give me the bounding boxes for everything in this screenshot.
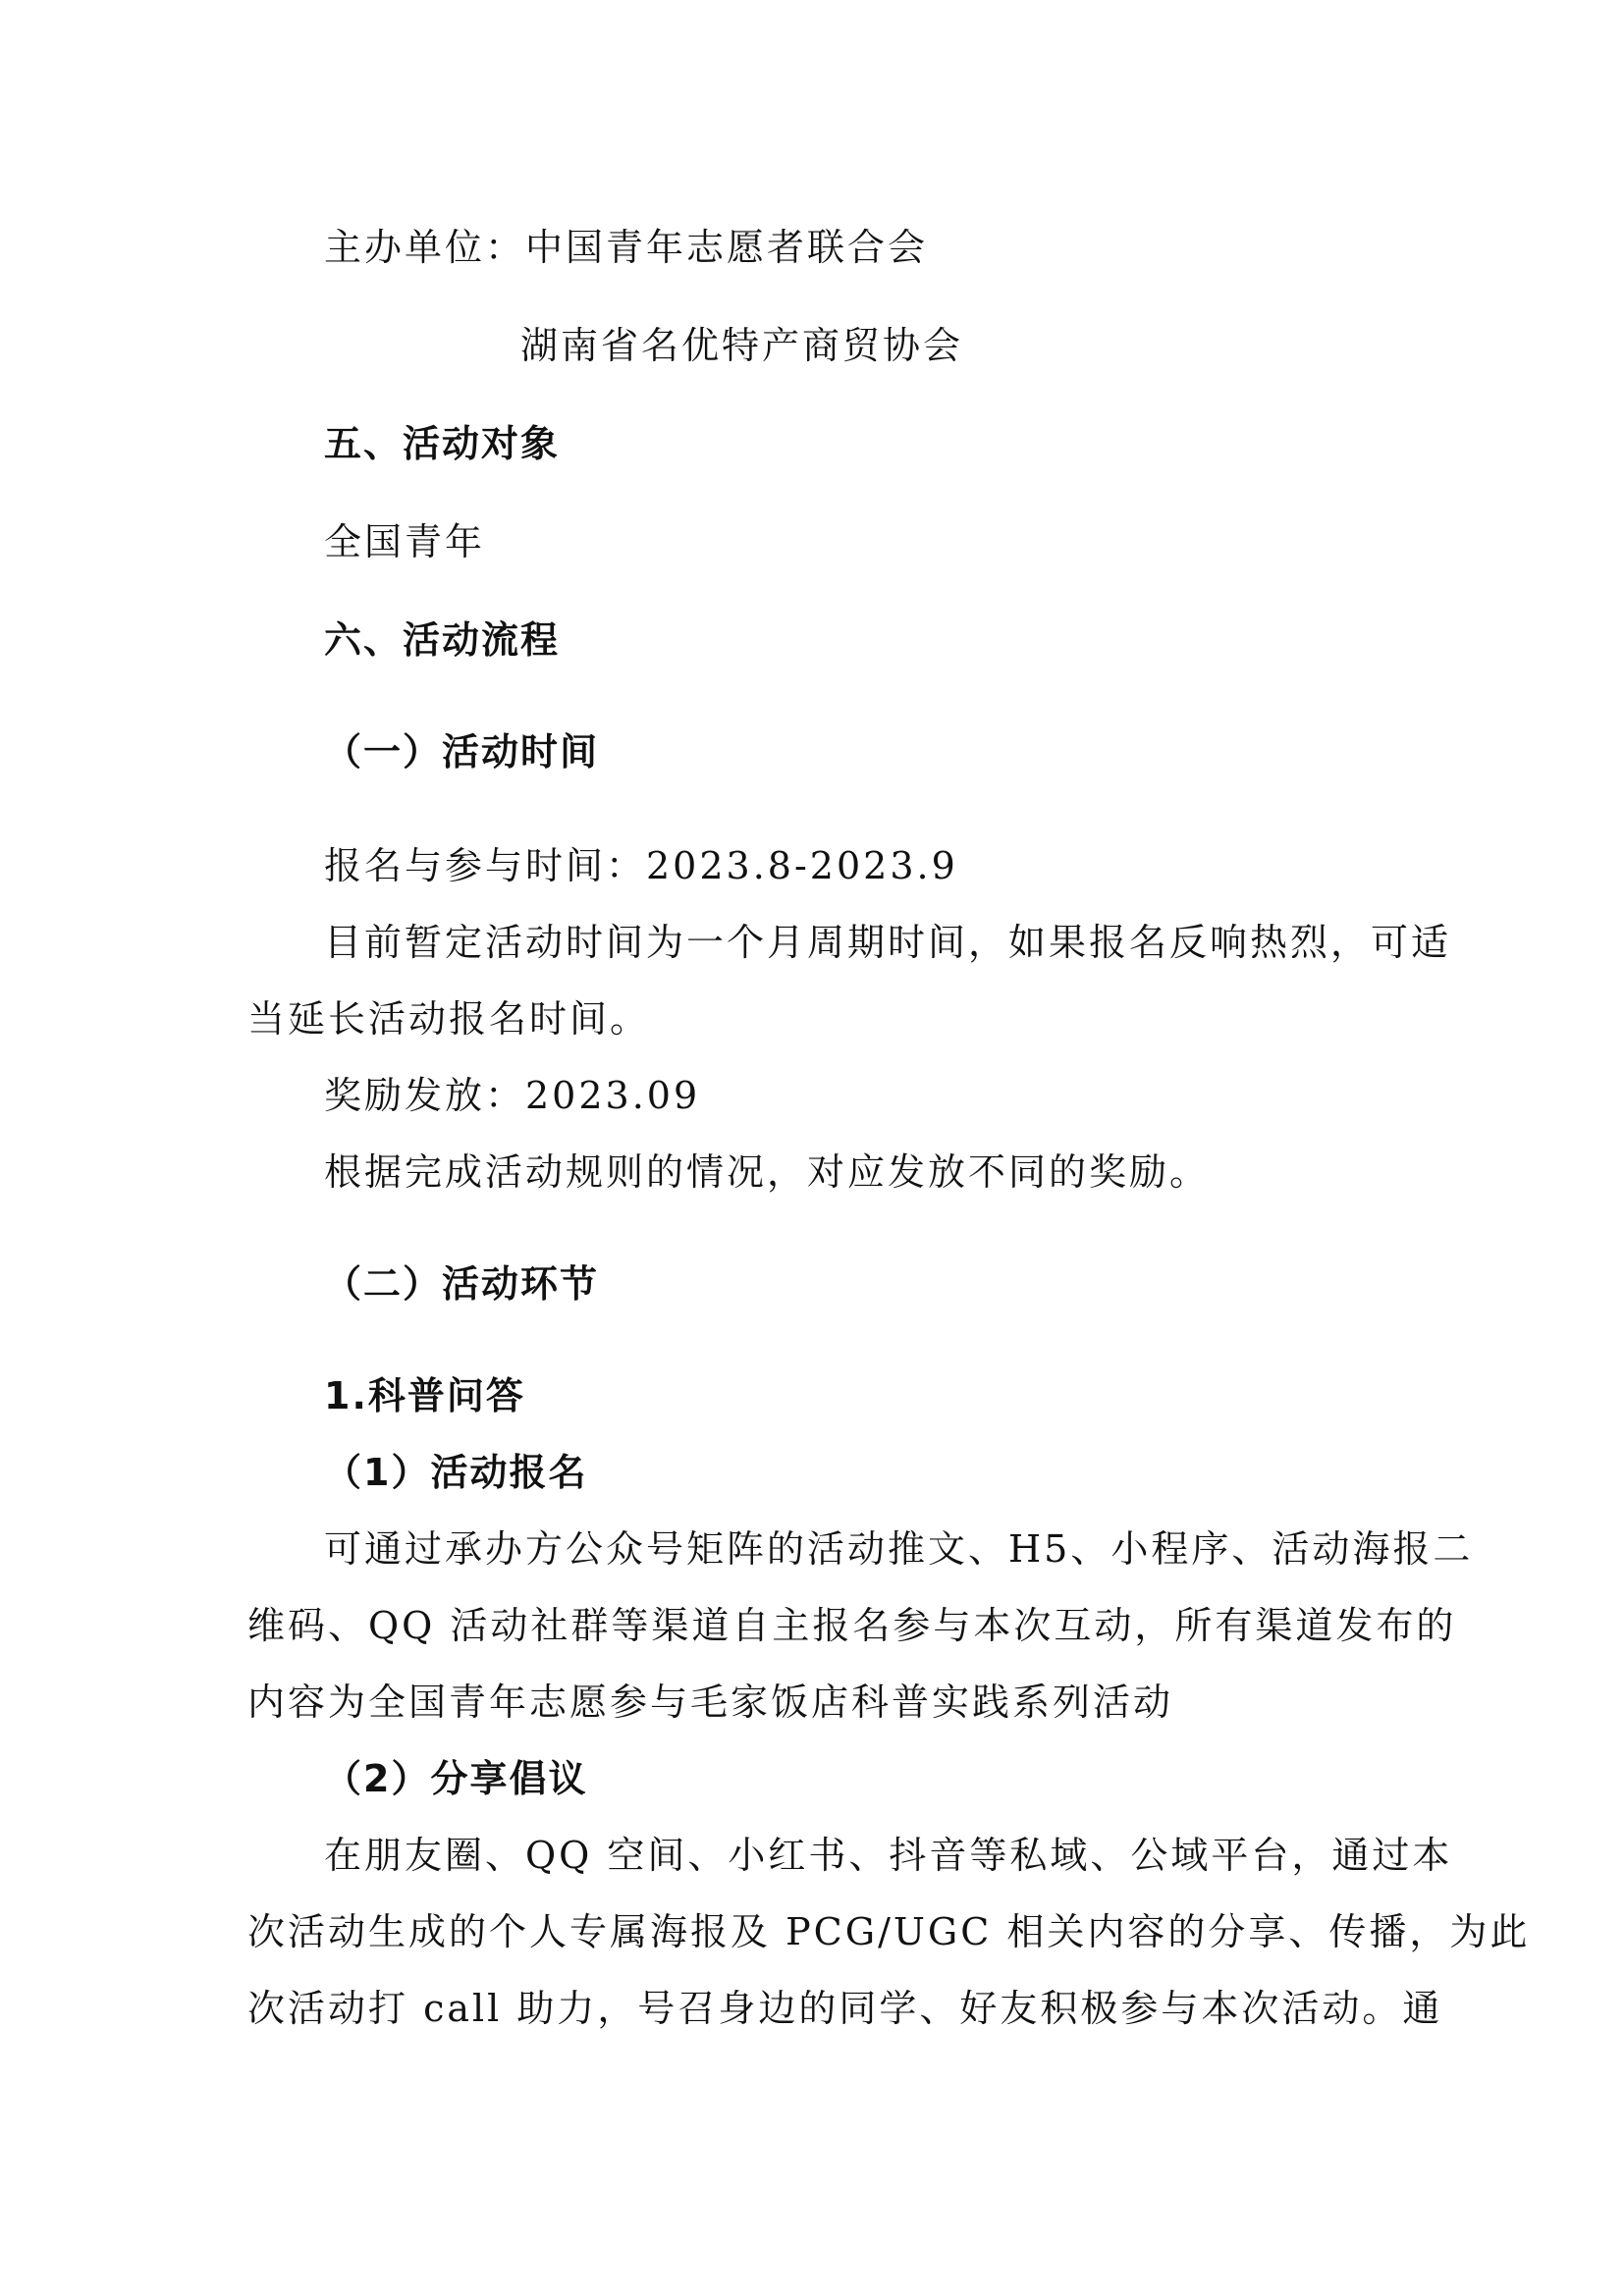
signup-paragraph-line-1: 可通过承办方公众号矩阵的活动推文、H5、小程序、活动海报二 (324, 1527, 1474, 1571)
subsection-1-heading: （一）活动时间 (324, 730, 600, 774)
item-1-2-heading: （2）分享倡议 (324, 1757, 588, 1800)
section-5-heading: 五、活动对象 (324, 422, 561, 465)
organizer-line: 主办单位：中国青年志愿者联合会 (324, 226, 929, 269)
signup-paragraph-line-2: 维码、QQ 活动社群等渠道自主报名参与本次互动，所有渠道发布的 (247, 1604, 1457, 1647)
signup-paragraph-line-3: 内容为全国青年志愿参与毛家饭店科普实践系列活动 (247, 1681, 1174, 1724)
duration-line-1: 目前暂定活动时间为一个月周期时间，如果报名反响热烈，可适 (324, 921, 1452, 964)
item-1-1-heading: （1）活动报名 (324, 1451, 588, 1494)
section-6-heading: 六、活动流程 (324, 618, 561, 662)
subsection-2-heading: （二）活动环节 (324, 1262, 600, 1306)
reward-time-line: 奖励发放：2023.09 (324, 1074, 701, 1117)
share-paragraph-line-1: 在朋友圈、QQ 空间、小红书、抖音等私域、公域平台，通过本 (324, 1834, 1453, 1877)
organizer-second-line: 湖南省名优特产商贸协会 (520, 324, 964, 367)
duration-line-2: 当延长活动报名时间。 (247, 997, 651, 1041)
signup-time-line: 报名与参与时间：2023.8-2023.9 (324, 844, 958, 887)
share-paragraph-line-3: 次活动打 call 助力，号召身边的同学、好友积极参与本次活动。通 (247, 1987, 1443, 2030)
reward-text-line: 根据完成活动规则的情况，对应发放不同的奖励。 (324, 1150, 1211, 1194)
item-1-heading: 1.科普问答 (324, 1374, 525, 1417)
share-paragraph-line-2: 次活动生成的个人专属海报及 PCG/UGC 相关内容的分享、传播，为此 (247, 1910, 1531, 1953)
section-5-text: 全国青年 (324, 520, 486, 563)
